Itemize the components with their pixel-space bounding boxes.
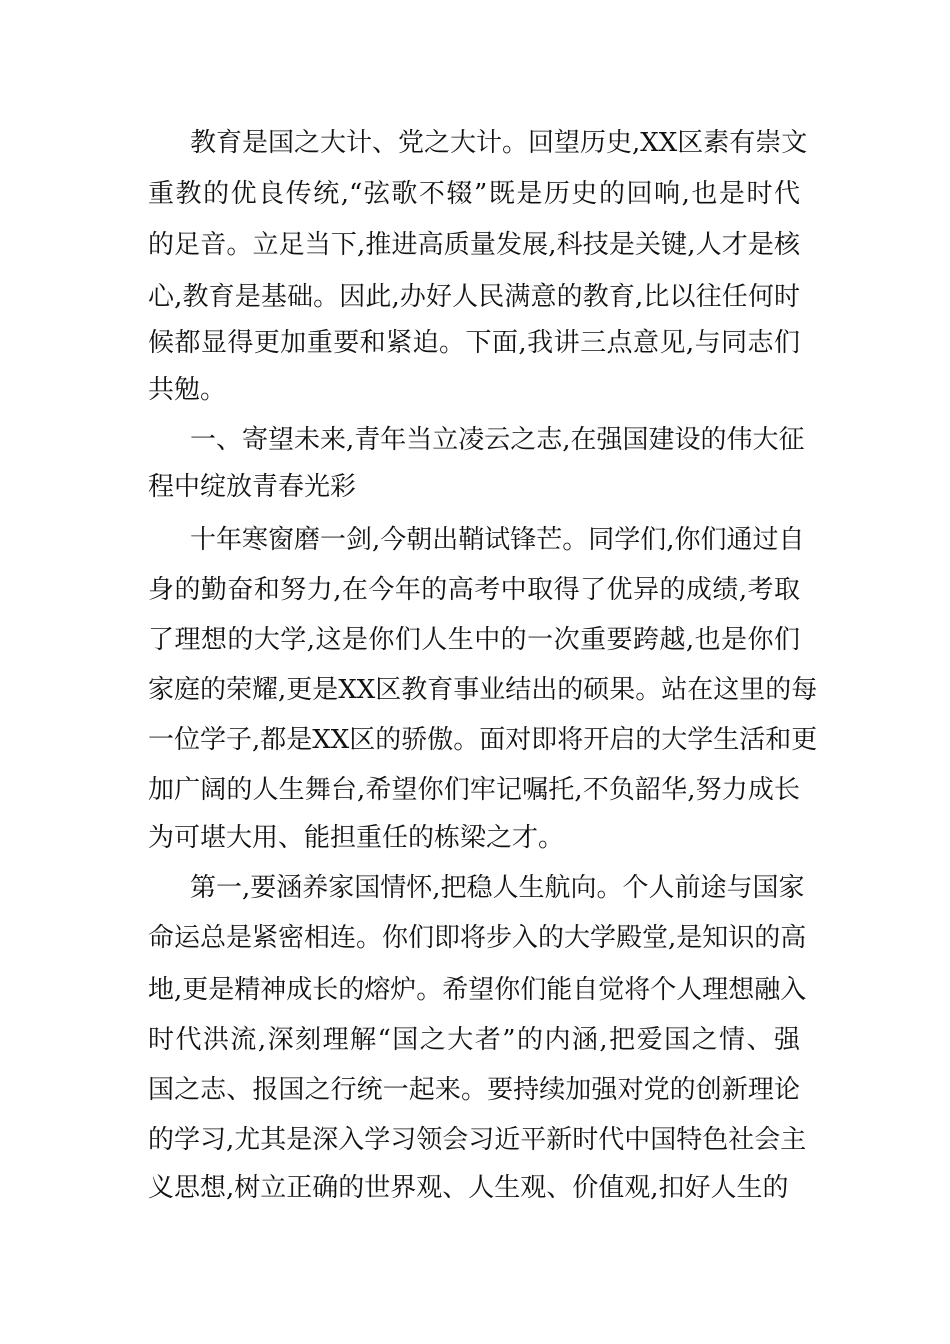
paragraph-line: 身的勤奋和努力,在今年的高考中取得了优异的成绩,考取 (148, 575, 800, 605)
paragraph-first-line: 一、寄望未来,青年当立凌云之志,在强国建设的伟大征 (190, 425, 805, 455)
paragraph-line: 一位学子,都是XX区的骄傲。面对即将开启的大学生活和更 (148, 725, 818, 755)
paragraph-line: 重教的优良传统,“弦歌不辍”既是历史的回响,也是时代 (148, 179, 800, 209)
paragraph-line: 共勉。 (148, 375, 227, 405)
paragraph-line: 为可堪大用、能担重任的栋梁之才。 (148, 823, 565, 853)
paragraph-line: 国之志、报国之行统一起来。要持续加强对党的创新理论 (148, 1075, 800, 1105)
paragraph-line: 心,教育是基础。因此,办好人民满意的教育,比以往任何时 (148, 282, 800, 312)
paragraph-line: 程中绽放青春光彩 (148, 472, 357, 502)
paragraph-line: 义思想,树立正确的世界观、人生观、价值观,扣好人生的 (148, 1173, 789, 1203)
paragraph-first-line: 十年寒窗磨一剑,今朝出鞘试锋芒。同学们,你们通过自 (190, 525, 805, 555)
paragraph-line: 的学习,尤其是深入学习领会习近平新时代中国特色社会主 (148, 1125, 807, 1155)
paragraph-line: 的足音。立足当下,推进高质量发展,科技是关键,人才是核 (148, 230, 800, 260)
paragraph-line: 了理想的大学,这是你们人生中的一次重要跨越,也是你们 (148, 625, 800, 655)
paragraph-line: 地,更是精神成长的熔炉。希望你们能自觉将个人理想融入 (148, 975, 807, 1005)
paragraph-line: 时代洪流,深刻理解“国之大者”的内涵,把爱国之情、强 (148, 1025, 800, 1055)
paragraph-line: 候都显得更加重要和紧迫。下面,我讲三点意见,与同志们 (148, 328, 800, 358)
paragraph-line: 加广阔的人生舞台,希望你们牢记嘱托,不负韶华,努力成长 (148, 775, 800, 805)
paragraph-first-line: 第一,要涵养家国情怀,把稳人生航向。个人前途与国家 (190, 873, 805, 903)
paragraph-first-line: 教育是国之大计、党之大计。回望历史,XX区素有崇文 (190, 128, 808, 158)
paragraph-line: 命运总是紧密相连。你们即将步入的大学殿堂,是知识的高 (148, 923, 807, 953)
paragraph-line: 家庭的荣耀,更是XX区教育事业结出的硕果。站在这里的每 (148, 675, 818, 705)
